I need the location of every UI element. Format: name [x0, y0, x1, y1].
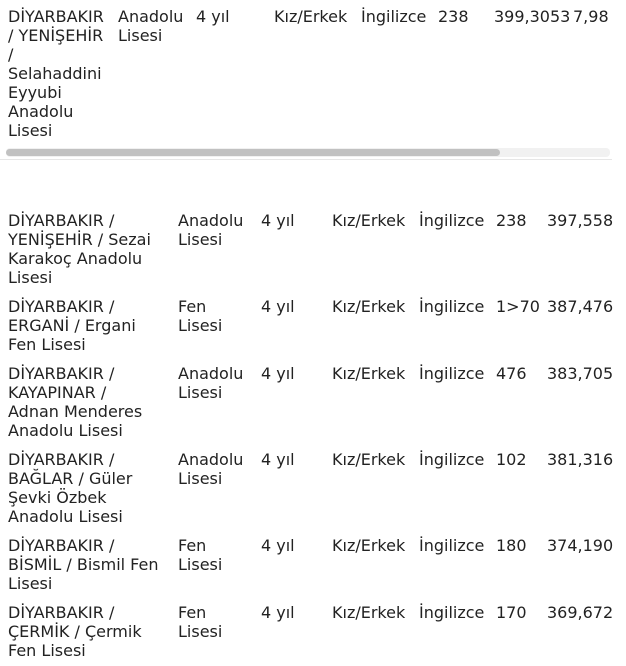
quota-cell: 476 [496, 364, 527, 383]
school-type-cell: Fen Lisesi [178, 297, 223, 335]
gender-cell: Kız/Erkek [332, 297, 406, 316]
score-cell: 374,190 [547, 536, 614, 555]
quota-cell: 170 [496, 603, 527, 622]
school-type-cell: Anadolu Lisesi [178, 364, 244, 402]
quota-cell: 180 [496, 536, 527, 555]
score-cell: 369,672 [547, 603, 614, 622]
score-cell: 397,558 [547, 211, 614, 230]
language-cell: İngilizce [419, 603, 485, 622]
divider [0, 159, 612, 160]
top-table [0, 0, 612, 160]
gender-cell: Kız/Erkek [332, 450, 406, 469]
gender-cell: Kız/Erkek [332, 364, 406, 383]
scrollbar-thumb[interactable] [6, 149, 500, 156]
score-cell: 383,705 [547, 364, 614, 383]
score-cell: 387,476 [547, 297, 614, 316]
duration-cell: 4 yıl [261, 297, 295, 316]
quota-cell: 238 [496, 211, 527, 230]
duration-cell: 4 yıl [261, 450, 295, 469]
language-cell: İngilizce [361, 7, 427, 26]
school-name-cell: DİYARBAKIR / ÇERMİK / Çermik Fen Lisesi [8, 603, 142, 660]
duration-cell: 4 yıl [261, 536, 295, 555]
duration-cell: 4 yıl [261, 603, 295, 622]
school-name-cell: DİYARBAKIR / BİSMİL / Bismil Fen Lisesi [8, 536, 159, 593]
language-cell: İngilizce [419, 536, 485, 555]
duration-cell: 4 yıl [196, 7, 230, 26]
school-type-cell: Fen Lisesi [178, 603, 223, 641]
school-name-cell: DİYARBAKIR / ERGANİ / Ergani Fen Lisesi [8, 297, 136, 354]
quota-cell: 238 [438, 7, 469, 26]
school-name-cell: DİYARBAKIR / YENİŞEHİR / Selahaddini Eyyubi Anadolu Lisesi [8, 7, 104, 140]
gender-cell: Kız/Erkek [332, 211, 406, 230]
school-type-cell: Fen Lisesi [178, 536, 223, 574]
language-cell: İngilizce [419, 211, 485, 230]
school-type-cell: Anadolu Lisesi [178, 450, 244, 488]
gender-cell: Kız/Erkek [332, 603, 406, 622]
school-type-cell: Anadolu Lisesi [178, 211, 244, 249]
language-cell: İngilizce [419, 364, 485, 383]
horizontal-scrollbar[interactable] [6, 148, 610, 157]
score-cell: 399,3053 [494, 7, 571, 26]
school-type-cell: Anadolu Lisesi [118, 7, 184, 45]
quota-cell: 1>70 [496, 297, 540, 316]
extra-cell: 7,98 [573, 7, 609, 26]
duration-cell: 4 yıl [261, 211, 295, 230]
school-name-cell: DİYARBAKIR / KAYAPINAR / Adnan Menderes Anadolu Lisesi [8, 364, 143, 440]
duration-cell: 4 yıl [261, 364, 295, 383]
language-cell: İngilizce [419, 450, 485, 469]
score-cell: 381,316 [547, 450, 614, 469]
gender-cell: Kız/Erkek [274, 7, 348, 26]
language-cell: İngilizce [419, 297, 485, 316]
quota-cell: 102 [496, 450, 527, 469]
school-name-cell: DİYARBAKIR / BAĞLAR / Güler Şevki Özbek Anadolu Lisesi [8, 450, 133, 526]
school-name-cell: DİYARBAKIR / YENİŞEHİR / Sezai Karakoç Anadolu Lisesi [8, 211, 151, 287]
gender-cell: Kız/Erkek [332, 536, 406, 555]
